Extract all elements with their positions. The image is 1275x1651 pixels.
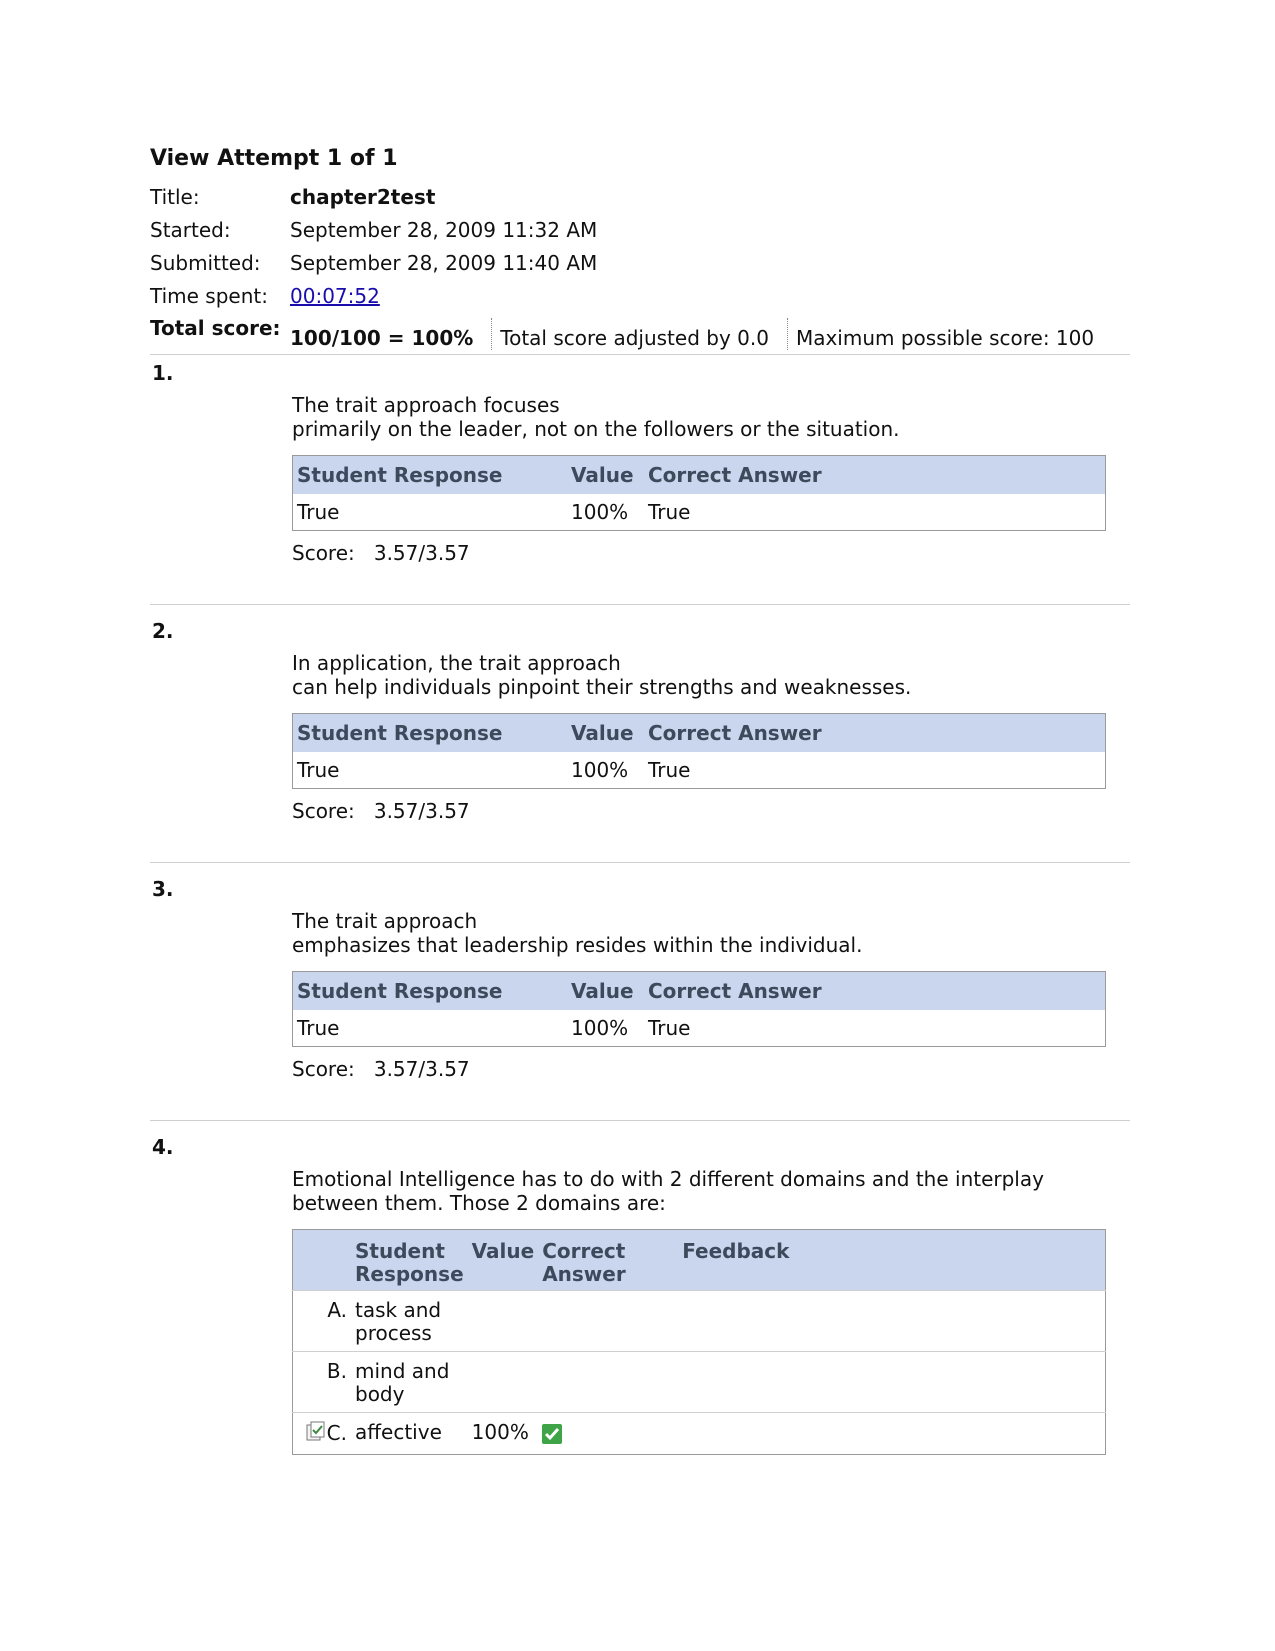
question-score [292,799,470,823]
feedback-cell [678,1413,1105,1455]
correct-answer-cell: True [648,500,691,524]
table-row [293,1352,1106,1413]
checkmark-icon [542,1424,562,1444]
student-response-header: Student Response [293,456,568,495]
feedback-cell [678,1291,1105,1352]
table-row [293,1413,1106,1455]
question-4 [150,1129,1130,1469]
option-text-line: body [355,1382,405,1406]
question-divider [150,1120,1130,1121]
value-cell [468,1291,539,1352]
value-header: Value [567,714,644,753]
question-divider [150,604,1130,605]
table-row [293,752,1106,789]
correct-answer-header: Correct Answer [644,456,1106,495]
question-text [292,909,1052,957]
correct-answer-header: Correct Answer [644,972,1106,1011]
option-text-line: task and [355,1298,442,1322]
total-score-label: Total score: [150,316,281,340]
correct-answer-cell [538,1413,678,1455]
option-text [351,1413,468,1455]
question-score [292,541,470,565]
option-text-line: mind and [355,1359,450,1383]
question-text [292,651,1052,699]
started-value: September 28, 2009 11:32 AM [290,218,598,242]
question-text-line: primarily on the leader, not on the followers or the situation. [292,417,900,441]
question-2 [150,613,1130,871]
header-line: Response [355,1262,464,1286]
question-number: 2. [152,619,174,643]
response-table [292,455,1106,531]
max-score [787,318,1112,350]
feedback-cell [678,1352,1105,1413]
score-label: Score: [292,1057,355,1081]
option-text [351,1291,468,1352]
question-score [292,1057,470,1081]
header-line: Student [355,1239,445,1263]
score-adjustment-text: Total score adjusted by 0.0 [500,326,769,350]
value-cell: 100% [571,1016,629,1040]
student-response-header: Student Response [293,972,568,1011]
value-header: Value [468,1230,539,1291]
attempt-page [150,146,1130,1469]
score-label: Score: [292,541,355,565]
score-value: 3.57/3.57 [373,799,470,823]
title-value: chapter2test [290,185,436,209]
time-spent-label: Time spent: [150,284,268,308]
question-divider [150,862,1130,863]
option-text [351,1352,468,1413]
table-row [293,1291,1106,1352]
value-cell: 100% [468,1413,539,1455]
correct-answer-header: Correct Answer [644,714,1106,753]
correct-answer-cell: True [648,1016,691,1040]
value-cell: 100% [571,500,629,524]
time-spent-link[interactable]: 00:07:52 [290,284,380,308]
student-response-header [351,1230,468,1291]
student-response-header: Student Response [293,714,568,753]
question-text-line: between them. Those 2 domains are: [292,1191,666,1215]
header-line: Correct [542,1239,626,1263]
marker-header [293,1230,352,1291]
submitted-label: Submitted: [150,251,261,275]
total-score-value: 100/100 = 100% [290,326,474,350]
option-text-line: process [355,1321,432,1345]
feedback-header: Feedback [678,1230,1105,1291]
multiple-choice-table [292,1229,1106,1455]
total-score-row [150,316,1130,350]
question-3 [150,871,1130,1129]
option-letter-cell [293,1413,352,1455]
score-adjustment [491,318,787,350]
score-label: Score: [292,799,355,823]
student-response-cell: True [297,1016,340,1040]
question-number: 3. [152,877,174,901]
correct-answer-cell [538,1291,678,1352]
response-table [292,713,1106,789]
value-header: Value [567,456,644,495]
option-letter: A. [293,1291,352,1352]
correct-answer-cell: True [648,758,691,782]
question-1 [150,355,1130,613]
page-title: View Attempt 1 of 1 [150,146,398,171]
title-label: Title: [150,185,200,209]
question-text-line: The trait approach focuses [292,393,560,417]
student-response-cell: True [297,500,340,524]
header-line: Answer [542,1262,626,1286]
question-number: 4. [152,1135,174,1159]
score-value: 3.57/3.57 [373,1057,470,1081]
value-cell: 100% [571,758,629,782]
score-value: 3.57/3.57 [373,541,470,565]
started-label: Started: [150,218,231,242]
max-score-text: Maximum possible score: 100 [795,326,1095,350]
submitted-value: September 28, 2009 11:40 AM [290,251,598,275]
value-cell [468,1352,539,1413]
question-text-line: The trait approach [292,909,478,933]
question-text-line: emphasizes that leadership resides within the individual. [292,933,863,957]
option-text-line: affective [355,1420,442,1444]
question-text-line: Emotional Intelligence has to do with 2 different domains and the interplay [292,1167,1044,1191]
question-text [292,1167,1052,1215]
correct-answer-cell [538,1352,678,1413]
table-row [293,1010,1106,1047]
correct-answer-header [538,1230,678,1291]
selected-response-icon [305,1421,327,1448]
question-number: 1. [152,361,174,385]
option-letter: B. [293,1352,352,1413]
table-row [293,494,1106,531]
attempt-meta [150,185,1130,308]
question-text [292,393,1052,441]
question-text-line: can help individuals pinpoint their strengths and weaknesses. [292,675,912,699]
student-response-cell: True [297,758,340,782]
value-header: Value [567,972,644,1011]
option-letter: C. [326,1421,347,1445]
question-text-line: In application, the trait approach [292,651,621,675]
response-table [292,971,1106,1047]
